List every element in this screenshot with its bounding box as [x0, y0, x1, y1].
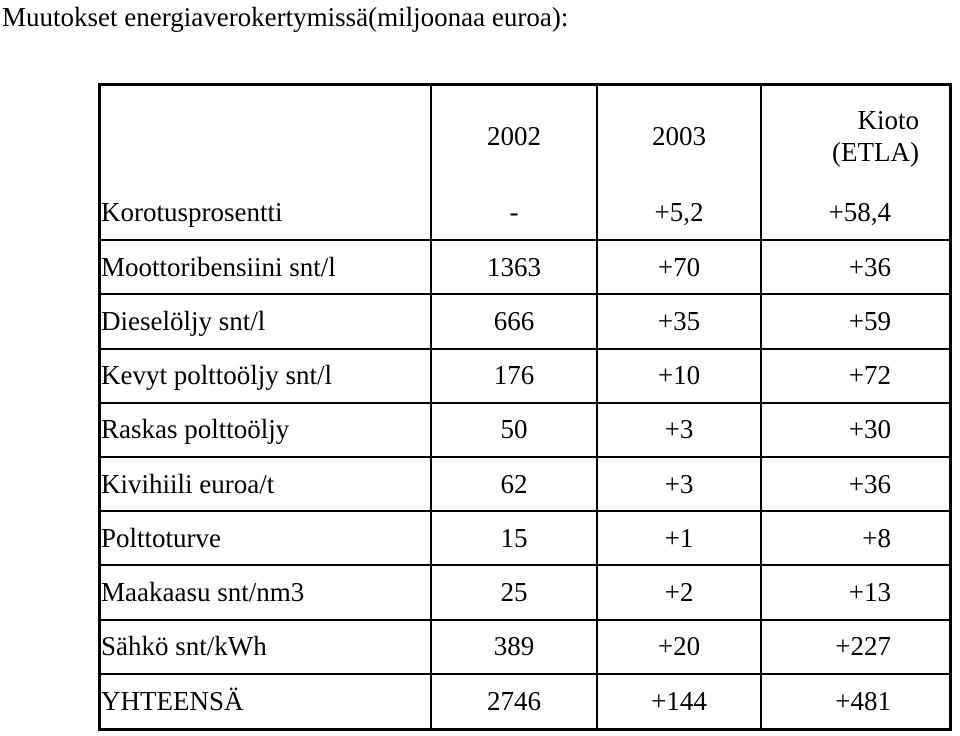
energy-tax-table-frame [98, 83, 952, 731]
cell-2002: - [431, 186, 597, 240]
row-label: Sähkö snt/kWh [101, 620, 431, 674]
table-row [101, 294, 949, 348]
cell-2002: 666 [431, 294, 597, 348]
cell-2003: +2 [597, 565, 761, 619]
cell-kioto: +481 [761, 674, 949, 728]
table-row [101, 457, 949, 511]
cell-2003: +144 [597, 674, 761, 728]
table-row [101, 620, 949, 674]
cell-kioto: +36 [761, 457, 949, 511]
header-empty-cell [101, 86, 431, 186]
table-row [101, 403, 949, 457]
energy-tax-table [101, 86, 949, 728]
cell-2003: +5,2 [597, 186, 761, 240]
cell-kioto: +72 [761, 349, 949, 403]
cell-kioto: +36 [761, 240, 949, 294]
cell-kioto: +30 [761, 403, 949, 457]
cell-2002: 389 [431, 620, 597, 674]
cell-2003: +3 [597, 457, 761, 511]
header-2003: 2003 [597, 86, 761, 186]
cell-kioto: +58,4 [761, 186, 949, 240]
cell-2003: +1 [597, 511, 761, 565]
table-row [101, 565, 949, 619]
cell-kioto: +8 [761, 511, 949, 565]
row-label: Kevyt polttoöljy snt/l [101, 349, 431, 403]
row-label: YHTEENSÄ [101, 674, 431, 728]
header-2002: 2002 [431, 86, 597, 186]
table-row [101, 240, 949, 294]
row-label: Raskas polttoöljy [101, 403, 431, 457]
row-label: Moottoribensiini snt/l [101, 240, 431, 294]
table-row [101, 186, 949, 240]
page-title: Muutokset energiaverokertymissä(miljoonaa euroa): [2, 2, 569, 32]
header-kioto-line1: Kioto [857, 105, 919, 135]
cell-2002: 2746 [431, 674, 597, 728]
table-row-total [101, 674, 949, 728]
table-header-row [101, 86, 949, 186]
cell-2003: +3 [597, 403, 761, 457]
cell-kioto: +227 [761, 620, 949, 674]
cell-2003: +70 [597, 240, 761, 294]
header-kioto [761, 86, 949, 186]
cell-kioto: +59 [761, 294, 949, 348]
table-row [101, 511, 949, 565]
cell-2002: 62 [431, 457, 597, 511]
row-label: Dieselöljy snt/l [101, 294, 431, 348]
row-label: Kivihiili euroa/t [101, 457, 431, 511]
cell-kioto: +13 [761, 565, 949, 619]
cell-2002: 1363 [431, 240, 597, 294]
row-label: Korotusprosentti [101, 186, 431, 240]
cell-2003: +10 [597, 349, 761, 403]
cell-2003: +35 [597, 294, 761, 348]
cell-2002: 25 [431, 565, 597, 619]
row-label: Polttoturve [101, 511, 431, 565]
header-kioto-line2: (ETLA) [832, 137, 919, 167]
cell-2002: 15 [431, 511, 597, 565]
cell-2002: 50 [431, 403, 597, 457]
cell-2003: +20 [597, 620, 761, 674]
row-label: Maakaasu snt/nm3 [101, 565, 431, 619]
cell-2002: 176 [431, 349, 597, 403]
table-row [101, 349, 949, 403]
